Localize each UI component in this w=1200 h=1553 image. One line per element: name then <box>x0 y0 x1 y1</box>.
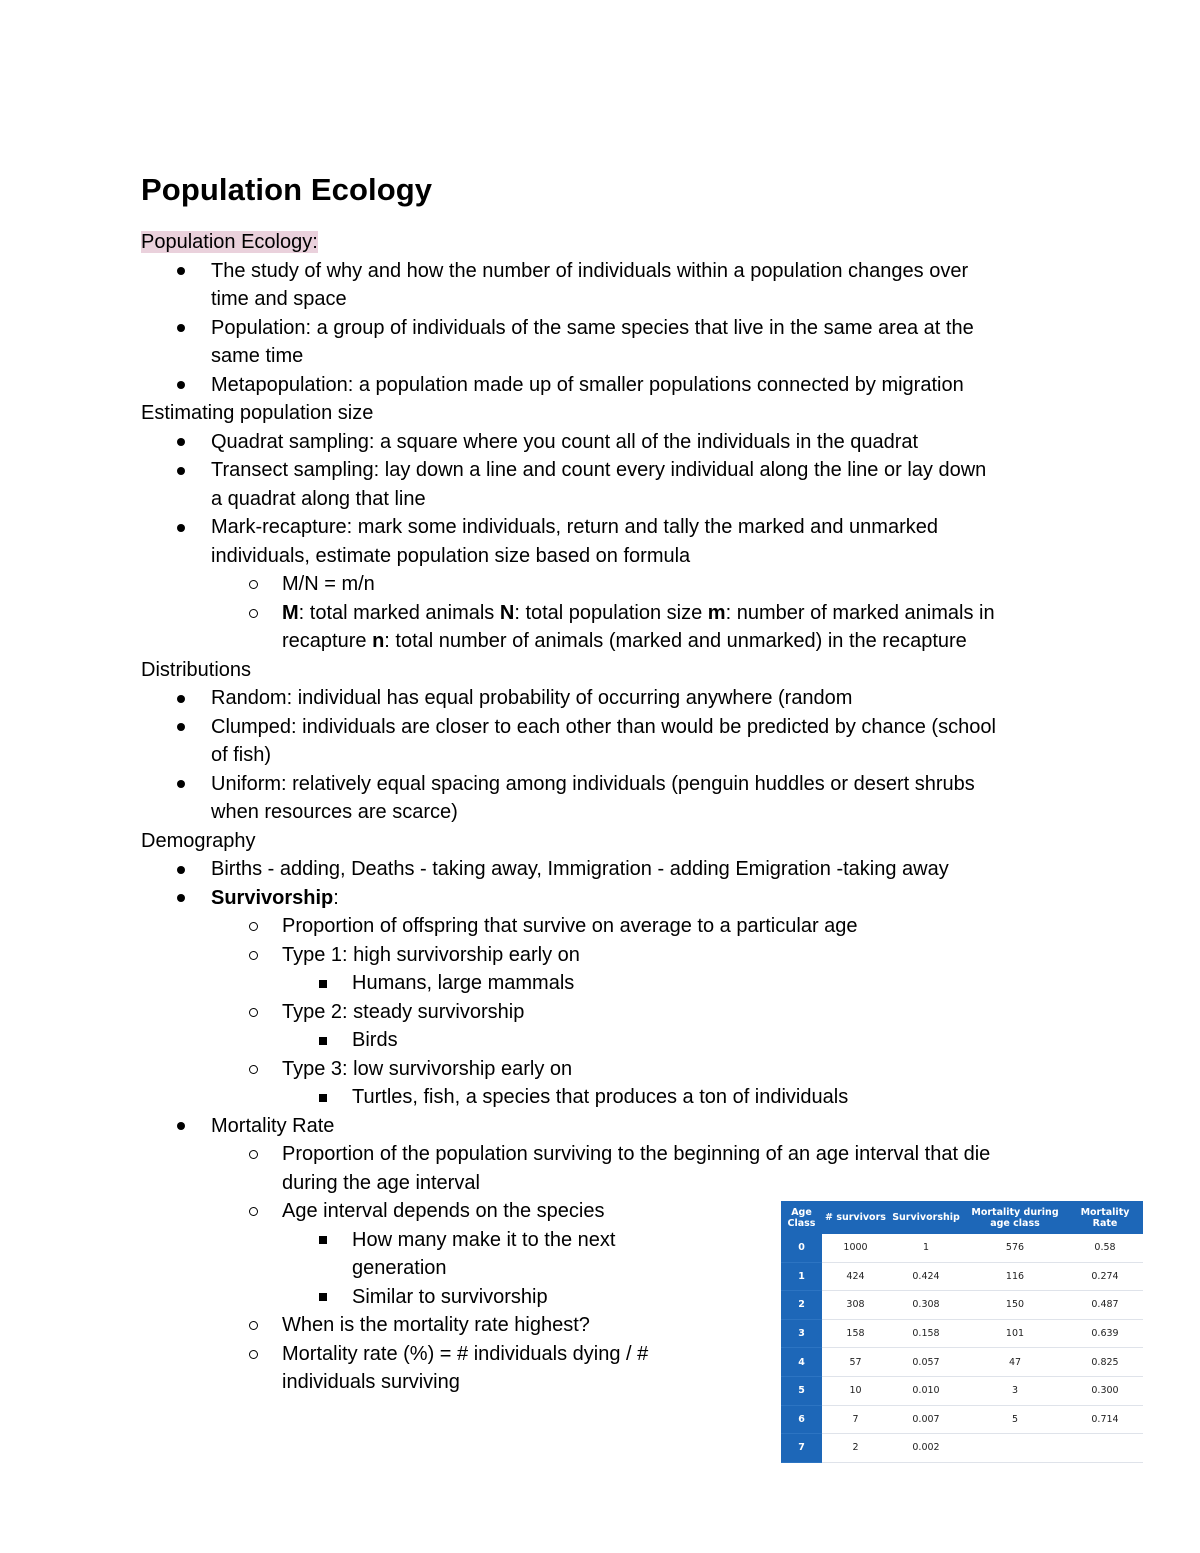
sub-sub-list-item: Turtles, fish, a species that produces a ton of individuals <box>141 1083 1071 1112</box>
sub-sub-list-item: Humans, large mammals <box>141 969 1071 998</box>
section-heading-distributions: Distributions <box>141 658 252 681</box>
survivors-cell: 57 <box>822 1348 889 1377</box>
survivorship-cell: 0.057 <box>889 1348 963 1377</box>
mortality-cell: 150 <box>963 1291 1067 1320</box>
circle-bullet-icon <box>249 599 258 628</box>
mortality-cell: 576 <box>963 1234 1067 1262</box>
survivorship-cell: 0.002 <box>889 1434 963 1463</box>
circle-bullet-icon <box>249 1055 258 1084</box>
list-item: Transect sampling: lay down a line and count every individual along the line or lay down <box>141 456 1071 485</box>
sub-list-item-continuation: recapture n: total number of animals (marked and unmarked) in the recapture <box>282 630 967 652</box>
bullet-icon <box>177 456 185 485</box>
sub-list-item: When is the mortality rate highest? <box>141 1311 1071 1340</box>
list-item: The study of why and how the number of individuals within a population changes over <box>141 257 1071 286</box>
sub-list-item: Age interval depends on the species <box>141 1197 1071 1226</box>
age-class-cell: 2 <box>781 1291 822 1320</box>
survivors-cell: 424 <box>822 1262 889 1291</box>
age-class-cell: 5 <box>781 1376 822 1405</box>
list-item-continuation: same time <box>211 345 304 367</box>
sub-list-item: M: total marked animals N: total population size m: number of marked animals in <box>141 599 1071 628</box>
bullet-icon <box>177 371 185 400</box>
sub-sub-list-item-continuation: generation <box>352 1257 447 1279</box>
list-item: Quadrat sampling: a square where you count all of the individuals in the quadrat <box>141 428 1071 457</box>
mortality-rate-cell: 0.300 <box>1067 1376 1143 1405</box>
sub-list-item: Proportion of the population surviving to the beginning of an age interval that die <box>141 1140 1071 1169</box>
survivorship-cell: 0.424 <box>889 1262 963 1291</box>
list-item: Survivorship: <box>141 884 1071 913</box>
survivorship-cell: 0.308 <box>889 1291 963 1320</box>
square-bullet-icon <box>319 1083 327 1112</box>
page-title: Population Ecology <box>141 172 433 207</box>
sub-sub-list-item: Similar to survivorship <box>141 1283 1071 1312</box>
survivors-cell: 1000 <box>822 1234 889 1262</box>
circle-bullet-icon <box>249 941 258 970</box>
table-row <box>781 1434 1143 1463</box>
square-bullet-icon <box>319 1283 327 1312</box>
section-heading-demography: Demography <box>141 829 256 852</box>
table-row <box>781 1262 1143 1291</box>
sub-list-item: Type 1: high survivorship early on <box>141 941 1071 970</box>
sub-list-item: M/N = m/n <box>141 570 1071 599</box>
bullet-icon <box>177 513 185 542</box>
mortality-rate-cell: 0.58 <box>1067 1234 1143 1262</box>
list-item: Population: a group of individuals of the same species that live in the same area at the <box>141 314 1071 343</box>
mortality-cell: 101 <box>963 1319 1067 1348</box>
list-item-continuation: when resources are scarce) <box>211 801 458 823</box>
bullet-icon <box>177 884 185 913</box>
square-bullet-icon <box>319 1026 327 1055</box>
square-bullet-icon <box>319 1226 327 1255</box>
header-survivorship: Survivorship <box>889 1201 963 1234</box>
sub-list-item-continuation: during the age interval <box>282 1171 480 1194</box>
mortality-cell: 3 <box>963 1376 1067 1405</box>
bullet-icon <box>177 684 185 713</box>
section-heading-estimating: Estimating population size <box>141 402 374 424</box>
age-class-cell: 6 <box>781 1405 822 1434</box>
list-item-continuation: individuals, estimate population size based on formula <box>211 544 691 567</box>
bullet-icon <box>177 713 185 742</box>
mortality-cell: 5 <box>963 1405 1067 1434</box>
survivors-cell: 158 <box>822 1319 889 1348</box>
survivorship-cell: 1 <box>889 1234 963 1262</box>
sub-list-item-continuation: individuals surviving <box>282 1371 460 1393</box>
survivors-cell: 10 <box>822 1376 889 1405</box>
mortality-rate-cell: 0.274 <box>1067 1262 1143 1291</box>
mortality-table <box>781 1201 1143 1463</box>
table-row <box>781 1234 1143 1262</box>
list-item: Mark-recapture: mark some individuals, return and tally the marked and unmarked <box>141 513 1071 542</box>
circle-bullet-icon <box>249 1140 258 1169</box>
table-row <box>781 1376 1143 1405</box>
age-class-cell: 0 <box>781 1234 822 1262</box>
survivors-cell: 7 <box>822 1405 889 1434</box>
bullet-icon <box>177 770 185 799</box>
highlighted-term: Population Ecology: <box>141 231 318 253</box>
list-item: Births - adding, Deaths - taking away, Immigration - adding Emigration -taking away <box>141 855 1071 884</box>
sub-list-item: Type 2: steady survivorship <box>141 998 1071 1027</box>
survivorship-cell: 0.007 <box>889 1405 963 1434</box>
mortality-rate-cell: 0.487 <box>1067 1291 1143 1320</box>
list-item: Uniform: relatively equal spacing among individuals (penguin huddles or desert shrubs <box>141 770 1071 799</box>
age-class-cell: 4 <box>781 1348 822 1377</box>
mortality-cell: 116 <box>963 1262 1067 1291</box>
list-item-continuation: a quadrat along that line <box>211 487 426 510</box>
table-row <box>781 1319 1143 1348</box>
mortality-cell <box>963 1434 1067 1463</box>
header-mortality-during-age-class: Mortality during age class <box>963 1201 1067 1234</box>
list-item: Random: individual has equal probability of occurring anywhere (random <box>141 684 1071 713</box>
age-class-cell: 1 <box>781 1262 822 1291</box>
list-item: Metapopulation: a population made up of smaller populations connected by migration <box>141 371 1071 400</box>
mortality-cell: 47 <box>963 1348 1067 1377</box>
bullet-icon <box>177 257 185 286</box>
sub-list-item: Type 3: low survivorship early on <box>141 1055 1071 1084</box>
circle-bullet-icon <box>249 1311 258 1340</box>
square-bullet-icon <box>319 969 327 998</box>
sub-list-item: Mortality rate (%) = # individuals dying / # <box>141 1340 1071 1369</box>
mortality-rate-cell: 0.825 <box>1067 1348 1143 1377</box>
list-item-continuation: of fish) <box>211 744 272 766</box>
section-heading-population-ecology <box>141 228 1071 257</box>
mortality-rate-cell: 0.639 <box>1067 1319 1143 1348</box>
bullet-icon <box>177 428 185 457</box>
survivors-cell: 2 <box>822 1434 889 1463</box>
table-header-row <box>781 1201 1143 1234</box>
circle-bullet-icon <box>249 570 258 599</box>
survivorship-cell: 0.158 <box>889 1319 963 1348</box>
header-survivors: # survivors <box>822 1201 889 1234</box>
bullet-icon <box>177 855 185 884</box>
sub-sub-list-item: Birds <box>141 1026 1071 1055</box>
bullet-icon <box>177 1112 185 1141</box>
mortality-rate-cell: 0.714 <box>1067 1405 1143 1434</box>
age-class-cell: 7 <box>781 1434 822 1463</box>
survivorship-cell: 0.010 <box>889 1376 963 1405</box>
circle-bullet-icon <box>249 998 258 1027</box>
sub-list-item: Proportion of offspring that survive on average to a particular age <box>141 912 1071 941</box>
sub-sub-list-item: How many make it to the next <box>141 1226 1071 1255</box>
table-row <box>781 1405 1143 1434</box>
list-item-continuation: time and space <box>211 288 347 310</box>
survivors-cell: 308 <box>822 1291 889 1320</box>
age-class-cell: 3 <box>781 1319 822 1348</box>
circle-bullet-icon <box>249 912 258 941</box>
bullet-icon <box>177 314 185 343</box>
mortality-rate-cell <box>1067 1434 1143 1463</box>
table-row <box>781 1348 1143 1377</box>
circle-bullet-icon <box>249 1197 258 1226</box>
circle-bullet-icon <box>249 1340 258 1369</box>
list-item: Mortality Rate <box>141 1112 1071 1141</box>
table-row <box>781 1291 1143 1320</box>
header-mortality-rate: Mortality Rate <box>1067 1201 1143 1234</box>
header-age-class: Age Class <box>781 1201 822 1234</box>
list-item: Clumped: individuals are closer to each other than would be predicted by chance (school <box>141 713 1071 742</box>
